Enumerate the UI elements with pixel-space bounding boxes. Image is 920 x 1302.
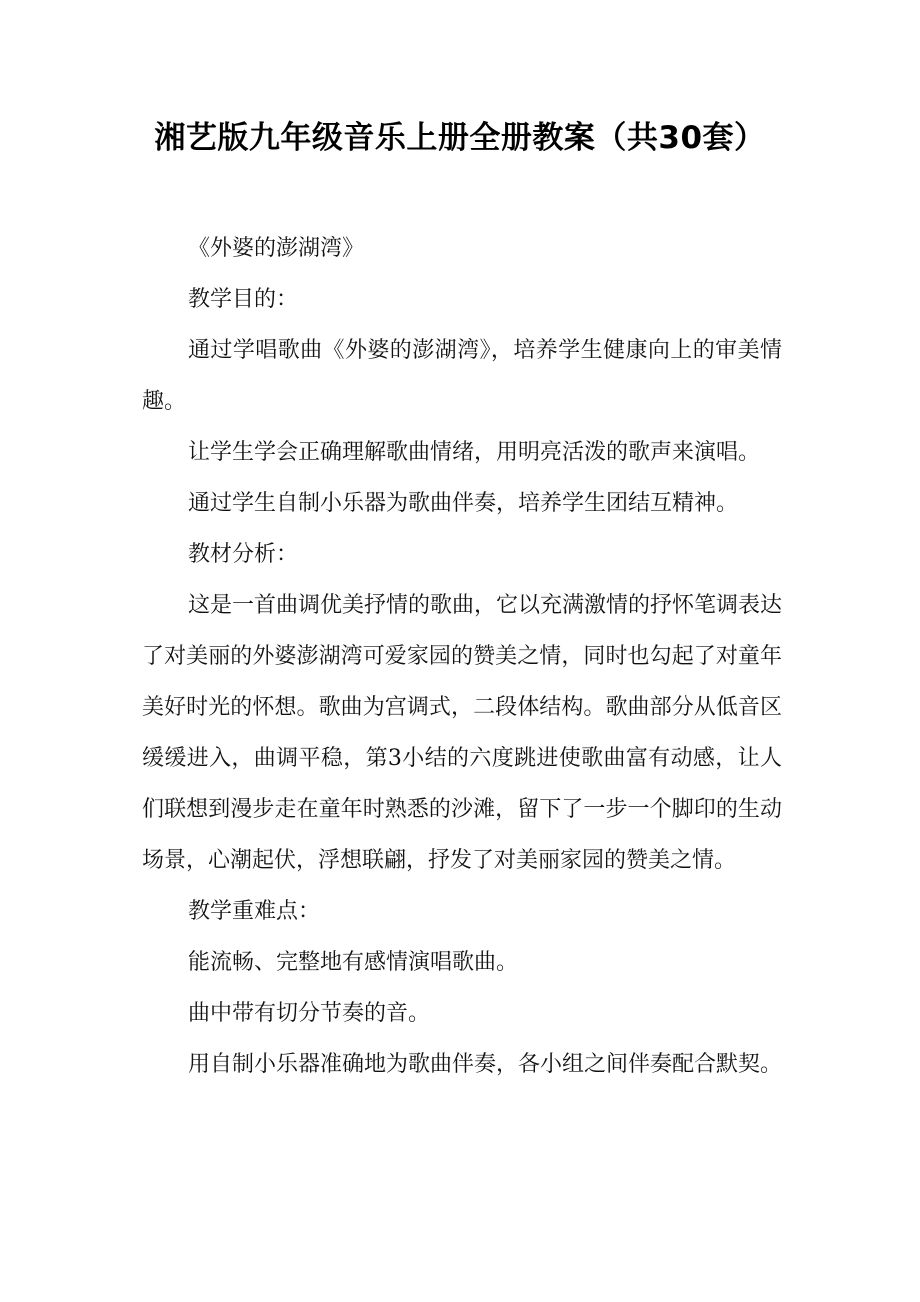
song-title-paragraph: 《外婆的澎湖湾》: [188, 236, 365, 261]
objective-paragraph: 通过学唱歌曲《外婆的澎湖湾》，培养学生健康向上的审美情趣。: [142, 338, 782, 414]
section-heading-key-points: 教学重难点：: [188, 899, 321, 924]
key-point-paragraph: 曲中带有切分节奏的音。: [188, 1001, 431, 1026]
analysis-paragraph: 这是一首曲调优美抒情的歌曲，它以充满激情的抒怀笔调表达了对美丽的外婆澎湖湾可爱家园的赞美之情，同时也勾起了对童年美好时光的怀想。歌曲为宫调式，二段体结构。歌曲部分从低音区缓缓进入，曲调平稳，第3小结的六度跳进使歌曲富有动感，让人们联想到漫步走在童年时熟悉的沙滩，留下了一步一个脚印的生动场景，心潮起伏，浮想联翩，抒发了对美丽家园的赞美之情。: [142, 593, 783, 873]
document-title: 湘艺版九年级音乐上册全册教案（共30套）: [154, 120, 766, 156]
objective-paragraph: 通过学生自制小乐器为歌曲伴奏，培养学生团结互精神。: [188, 491, 739, 516]
section-heading-objectives: 教学目的：: [188, 287, 299, 312]
section-heading-analysis: 教材分析：: [188, 542, 299, 567]
objective-paragraph: 让学生学会正确理解歌曲情绪，用明亮活泼的歌声来演唱。: [188, 440, 761, 465]
document-body: [142, 223, 782, 1090]
key-point-paragraph: 能流畅、完整地有感情演唱歌曲。: [188, 950, 519, 975]
key-point-paragraph: 用自制小乐器准确地为歌曲伴奏，各小组之间伴奏配合默契。: [188, 1052, 783, 1077]
